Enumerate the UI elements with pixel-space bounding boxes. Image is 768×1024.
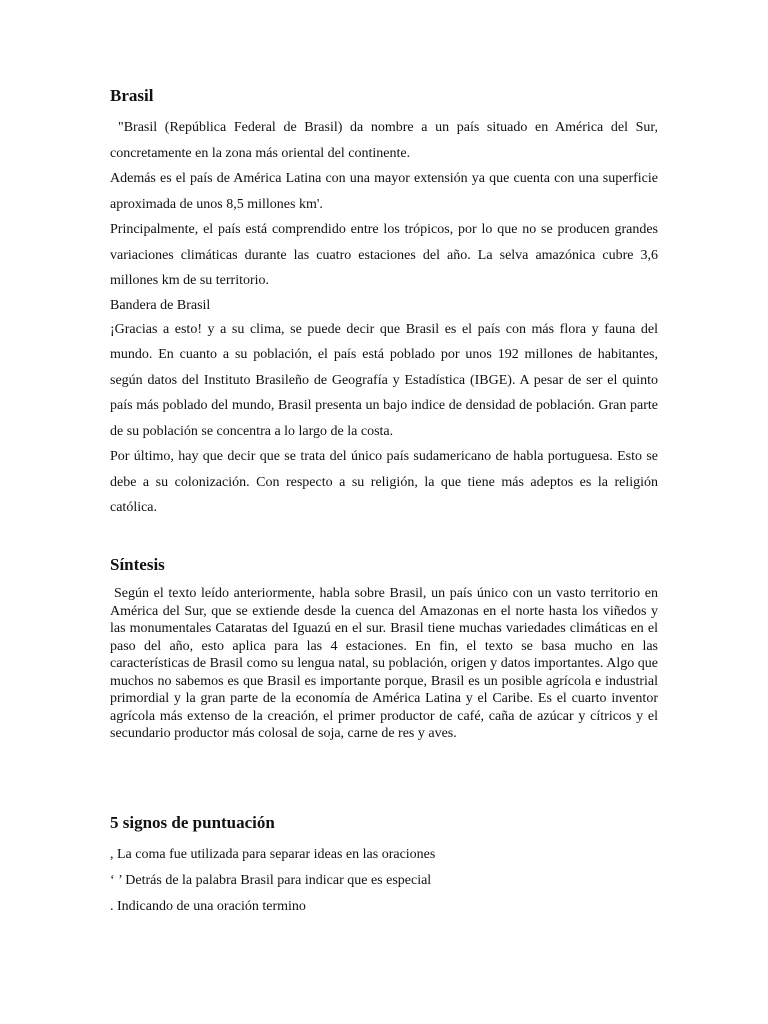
paragraph-language-religion: Por último, hay que decir que se trata del único país sudamericano de habla portuguesa. Esto se debe a su colonización. Con respecto a su religión, la que tiene más adeptos es la religión católica. <box>110 449 658 515</box>
section-body-brasil <box>110 115 658 521</box>
paragraph-climate: Principalmente, el país está comprendido entre los trópicos, por lo que no se producen grandes variaciones climáticas durante las cuatro estaciones del año. La selva amazónica cubre 3,6 millones km de su territorio. <box>110 222 658 288</box>
section-heading-sintesis: Síntesis <box>110 555 165 574</box>
paragraph-synthesis: Según el texto leído anteriormente, habla sobre Brasil, un país único con un vasto territorio en América del Sur, que se extiende desde la cuenca del Amazonas en el norte hasta los viñedos y las monumentales Cataratas del Iguazú en el sur. Brasil tiene muchas variedades climáticas en el paso del año, esto aplica para las 4 estaciones. En fin, el texto se basa mucho en las características de Brasil como su lengua natal, su población, origen y datos importantes. Algo que muchos no sabemos es que Brasil es importante porque, Brasil es un posible agrícola e industrial primordial y la gran parte de la economía de América Latina y el Caribe. Es el cuarto inventor agrícola más extenso de la creación, el primer productor de café, caña de azúcar y cítricos y el secundario productor más colosal de soja, carne de res y aves. <box>110 586 658 741</box>
paragraph-extension: Además es el país de América Latina con una mayor extensión ya que cuenta con una superficie aproximada de unos 8,5 millones km'. <box>110 171 658 212</box>
paragraph-population: ¡Gracias a esto! y a su clima, se puede decir que Brasil es el país con más flora y fauna del mundo. En cuanto a su población, el país está poblado por unos 192 millones de habitantes, según datos del Instituto Brasileño de Geografía y Estadística (IBGE). A pesar de ser el quinto país más poblado del mundo, Brasil presenta un bajo indice de densidad de población. Gran parte de su población se concentra a lo largo de la costa. <box>110 321 658 439</box>
paragraph-intro: "Brasil (República Federal de Brasil) da nombre a un país situado en América del Sur, concretamente en la zona más oriental del continente. <box>110 120 658 161</box>
section-heading-brasil: Brasil <box>110 86 154 105</box>
paragraph-flag-caption: Bandera de Brasil <box>110 297 211 313</box>
list-item: ‘ ’ Detrás de la palabra Brasil para indicar que es especial <box>110 873 432 888</box>
section-heading-puntuacion: 5 signos de puntuación <box>110 813 275 832</box>
section-body-sintesis <box>110 585 658 743</box>
list-item: , La coma fue utilizada para separar ideas en las oraciones <box>110 847 436 862</box>
list-item: . Indicando de una oración termino <box>110 899 306 914</box>
punctuation-list <box>110 842 658 920</box>
